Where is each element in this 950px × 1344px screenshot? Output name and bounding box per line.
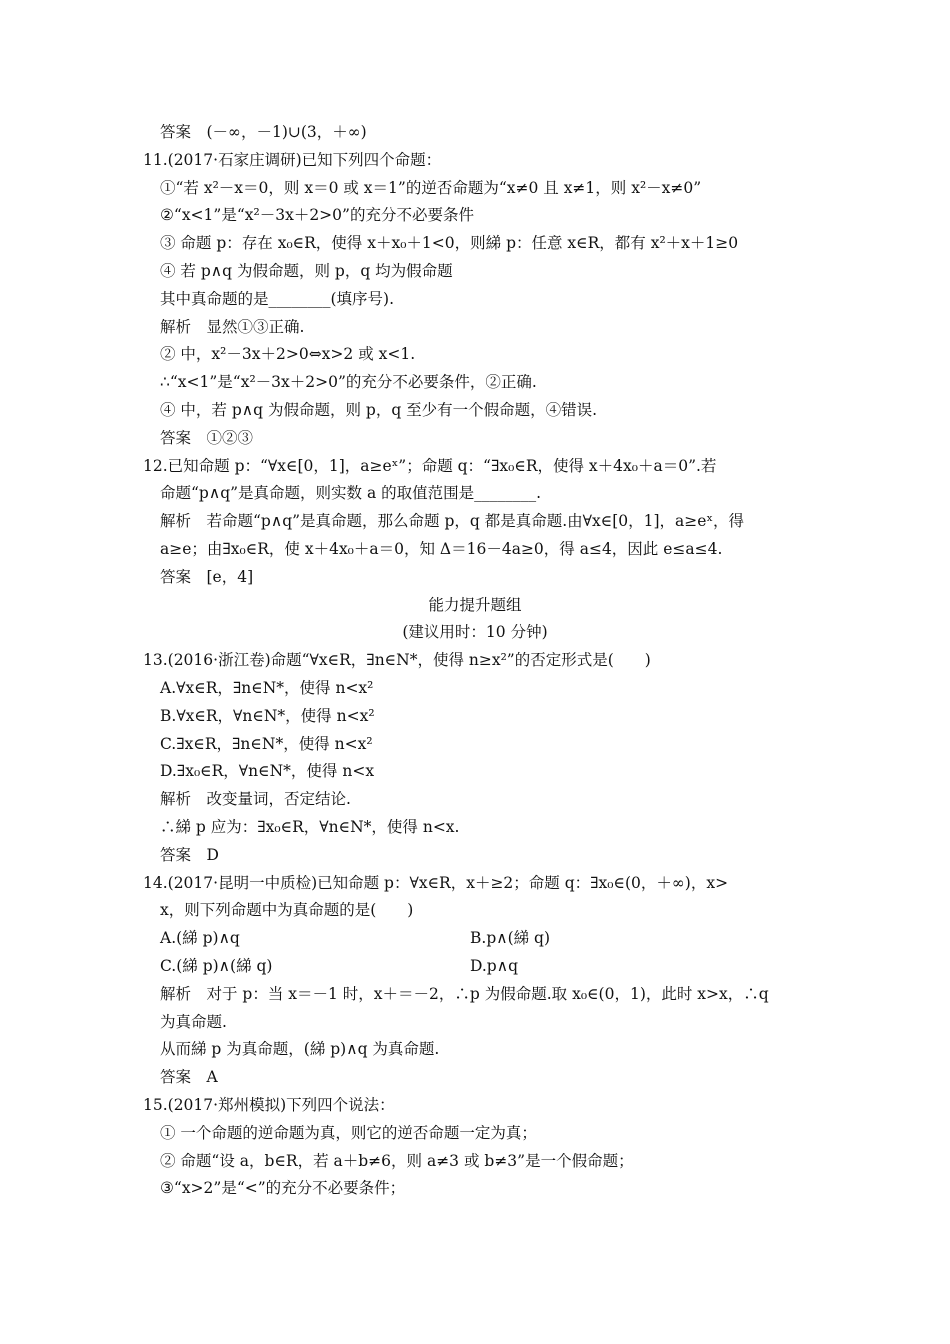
answer-12: 答案 [e，4] (160, 568, 254, 586)
question-14-option-c: C.(綈 p)∧(綈 q) (160, 957, 273, 975)
question-12-stem-line-1: 12.已知命题 p：“∀x∈[0，1]，a≥eˣ”；命题 q：“∃x₀∈R，使得 x＋4x₀＋a＝0”.若 (143, 457, 717, 475)
analysis-14-line-1: 解析 对于 p：当 x＝－1 时，x＋＝－2，∴p 为假命题.取 x₀∈(0，1)，此时 x>x，∴q (160, 985, 769, 1003)
analysis-14-line-3: 从而綈 p 为真命题，(綈 p)∧q 为真命题. (160, 1040, 440, 1058)
question-14-option-a: A.(綈 p)∧q (160, 929, 240, 947)
answer-14: 答案 A (160, 1068, 218, 1086)
analysis-12-line-2: a≥e；由∃x₀∈R，使 x＋4x₀＋a＝0，知 Δ＝16－4a≥0，得 a≤4，因此 e≤a≤4. (160, 540, 723, 558)
question-13-option-c: C.∃x∈R，∃n∈N*，使得 n<x² (160, 735, 373, 753)
question-13-option-d: D.∃x₀∈R，∀n∈N*，使得 n<x (160, 762, 375, 780)
analysis-13-line-2: ∴綈 p 应为：∃x₀∈R，∀n∈N*，使得 n<x. (160, 818, 460, 836)
analysis-11-line-2: ② 中，x²－3x＋2>0⇔x>2 或 x<1. (160, 345, 416, 363)
question-15-item-1: ① 一个命题的逆命题为真，则它的逆否命题一定为真； (160, 1124, 537, 1142)
analysis-11-line-4: ④ 中，若 p∧q 为假命题，则 p，q 至少有一个假命题，④错误. (160, 401, 598, 419)
question-11-item-1: ①“若 x²－x＝0，则 x＝0 或 x＝1”的逆否命题为“x≠0 且 x≠1，则 x²－x≠0” (160, 179, 702, 197)
section-subheading: (建议用时：10 分钟) (402, 623, 548, 641)
question-11-item-4: ④ 若 p∧q 为假命题，则 p，q 均为假命题 (160, 262, 453, 280)
answer-13: 答案 D (160, 846, 219, 864)
question-14-option-b: B.p∧(綈 q) (470, 929, 551, 947)
answer-11: 答案 ①②③ (160, 429, 254, 447)
question-14-stem-line-1: 14.(2017·昆明一中质检)已知命题 p：∀x∈R，x＋≥2；命题 q：∃x₀∈(0，＋∞)，x> (143, 874, 729, 892)
question-14-stem-line-2: x，则下列命题中为真命题的是( ) (160, 901, 414, 919)
question-15-stem: 15.(2017·郑州模拟)下列四个说法： (143, 1096, 395, 1114)
question-11-stem: 11.(2017·石家庄调研)已知下列四个命题： (143, 151, 442, 169)
section-heading: 能力提升题组 (428, 596, 522, 614)
question-12-stem-line-2: 命题“p∧q”是真命题，则实数 a 的取值范围是________. (160, 484, 542, 502)
analysis-14-line-2: 为真命题. (160, 1013, 227, 1031)
analysis-12-line-1: 解析 若命题“p∧q”是真命题，那么命题 p，q 都是真命题.由∀x∈[0，1]，a≥eˣ，得 (160, 512, 745, 530)
question-13-option-b: B.∀x∈R，∀n∈N*，使得 n<x² (160, 707, 375, 725)
question-11-item-2: ②“x<1”是“x²－3x＋2>0”的充分不必要条件 (160, 206, 474, 224)
question-11-item-3: ③ 命题 p：存在 x₀∈R，使得 x＋x₀＋1<0，则綈 p：任意 x∈R，都有 x²＋x＋1≥0 (160, 234, 739, 252)
analysis-11-line-1: 解析 显然①③正确. (160, 318, 305, 336)
question-15-item-3: ③“x>2”是“<”的充分不必要条件； (160, 1179, 406, 1197)
question-13-stem: 13.(2016·浙江卷)命题“∀x∈R，∃n∈N*，使得 n≥x²”的否定形式是( ) (143, 651, 651, 669)
question-15-item-2: ② 命题“设 a，b∈R，若 a＋b≠6，则 a≠3 或 b≠3”是一个假命题； (160, 1152, 634, 1170)
question-14-option-d: D.p∧q (470, 957, 518, 975)
answer-10: 答案 (－∞，－1)∪(3，＋∞) (160, 123, 367, 141)
analysis-11-line-3: ∴“x<1”是“x²－3x＋2>0”的充分不必要条件，②正确. (160, 373, 537, 391)
question-11-prompt: 其中真命题的是________(填序号). (160, 290, 395, 308)
question-13-option-a: A.∀x∈R，∃n∈N*，使得 n<x² (160, 679, 374, 697)
analysis-13-line-1: 解析 改变量词，否定结论. (160, 790, 351, 808)
